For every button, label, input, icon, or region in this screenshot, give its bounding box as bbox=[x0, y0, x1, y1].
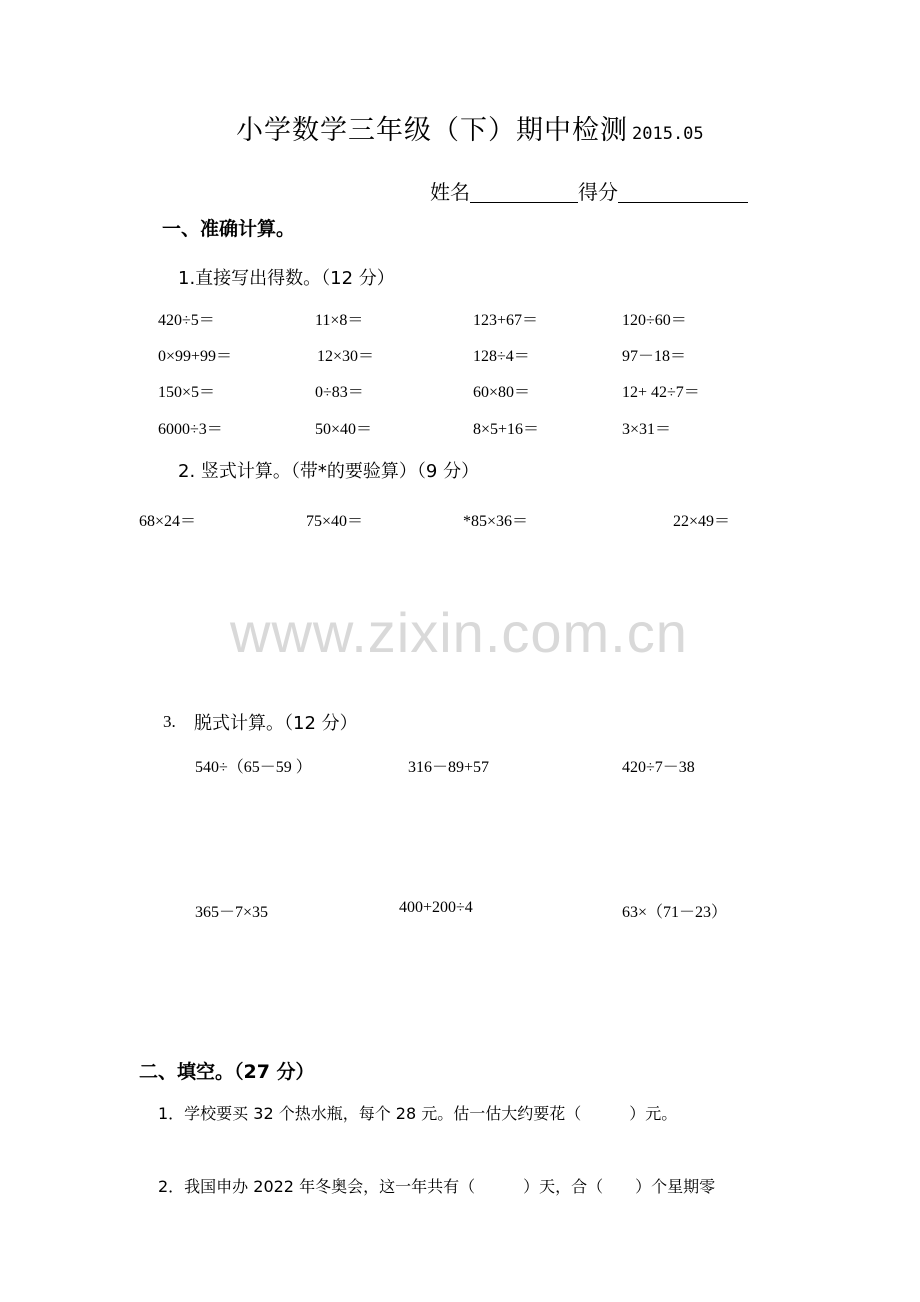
stepwise-calc-item: 316－89+57 bbox=[408, 759, 490, 776]
part2-heading: 2. 竖式计算。（带*的要验算）（9 分） bbox=[178, 461, 480, 482]
part1-heading: 1.直接写出得数。（12 分） bbox=[178, 268, 395, 289]
vertical-calc-item: 68×24＝ bbox=[139, 513, 197, 530]
watermark: www.zixin.com.cn bbox=[230, 601, 688, 664]
calc-item: 0÷83＝ bbox=[315, 384, 364, 401]
title-date: 2015.05 bbox=[632, 124, 704, 144]
section2-heading: 二、填空。（27 分） bbox=[139, 1061, 315, 1083]
calc-item: 3×31＝ bbox=[622, 421, 672, 438]
calc-item: 50×40＝ bbox=[315, 421, 373, 438]
fill-question-2: 2．我国申办 2022 年冬奥会，这一年共有（ ）天，合（ ）个星期零 bbox=[158, 1177, 716, 1196]
calc-item: 12×30＝ bbox=[317, 348, 375, 365]
name-label: 姓名 bbox=[430, 180, 470, 204]
score-blank bbox=[618, 182, 748, 203]
section1-heading: 一、准确计算。 bbox=[162, 218, 296, 240]
title-text: 小学数学三年级（下）期中检测 bbox=[236, 115, 628, 146]
stepwise-calc-item: 420÷7－38 bbox=[622, 759, 695, 776]
vertical-calc-item: *85×36＝ bbox=[463, 513, 529, 530]
vertical-calc-item: 75×40＝ bbox=[306, 513, 364, 530]
calc-item: 420÷5＝ bbox=[158, 312, 215, 329]
calc-item: 60×80＝ bbox=[473, 384, 531, 401]
calc-item: 12+ 42÷7＝ bbox=[622, 384, 700, 401]
calc-item: 6000÷3＝ bbox=[158, 421, 223, 438]
calc-item: 8×5+16＝ bbox=[473, 421, 540, 438]
name-score-line bbox=[430, 176, 748, 205]
calc-item: 11×8＝ bbox=[315, 312, 364, 329]
fill-question-1: 1．学校要买 32 个热水瓶，每个 28 元。估一估大约要花（ ）元。 bbox=[158, 1104, 678, 1123]
page-title bbox=[236, 108, 704, 147]
calc-item: 123+67＝ bbox=[473, 312, 539, 329]
calc-item: 97－18＝ bbox=[622, 348, 687, 365]
calc-item: 128÷4＝ bbox=[473, 348, 530, 365]
calc-item: 120÷60＝ bbox=[622, 312, 687, 329]
vertical-calc-item: 22×49＝ bbox=[673, 513, 731, 530]
calc-item: 0×99+99＝ bbox=[158, 348, 233, 365]
stepwise-calc-item: 63×（71－23） bbox=[622, 904, 728, 921]
score-label: 得分 bbox=[578, 180, 618, 204]
part3-heading: 脱式计算。（12 分） bbox=[194, 713, 358, 734]
name-blank bbox=[470, 182, 578, 203]
stepwise-calc-item: 540÷（65－59 ） bbox=[195, 759, 312, 776]
calc-item: 150×5＝ bbox=[158, 384, 216, 401]
stepwise-calc-item: 365－7×35 bbox=[195, 904, 269, 921]
stepwise-calc-item: 400+200÷4 bbox=[399, 899, 473, 916]
part3-number: 3. bbox=[163, 712, 176, 731]
